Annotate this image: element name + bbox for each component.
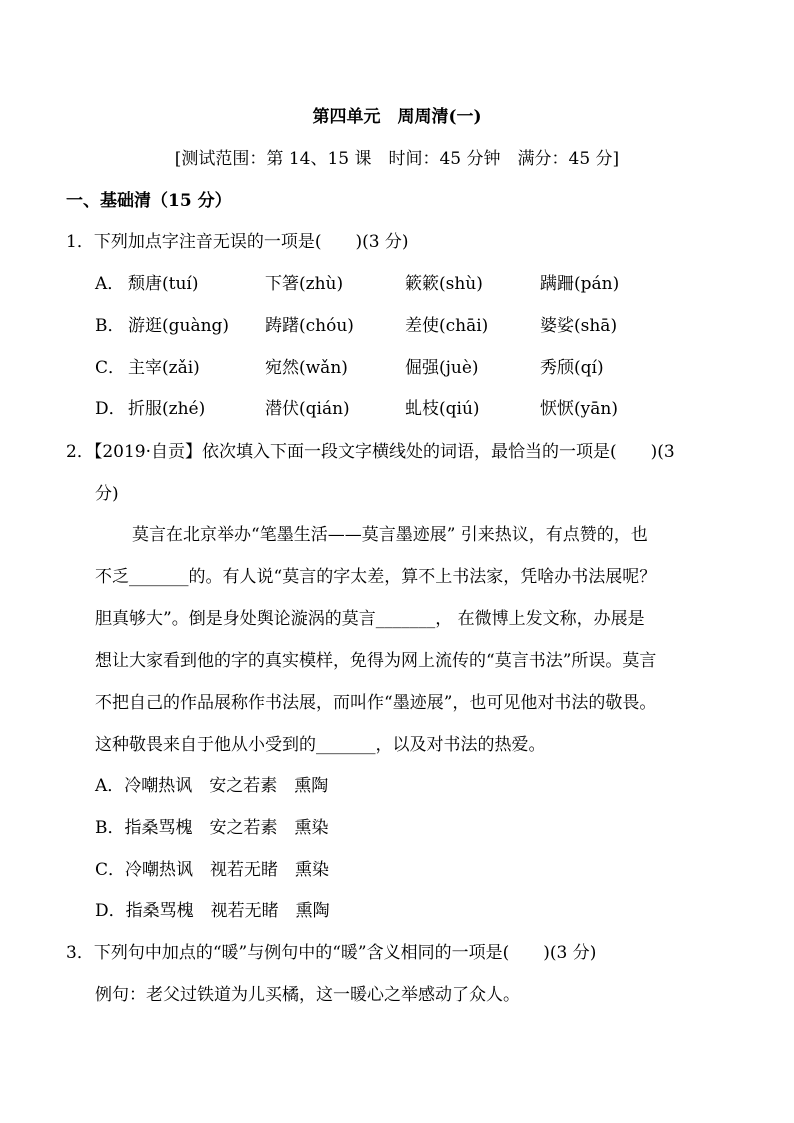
passage-line: 想让大家看到他的字的真实模样，免得为网上流传的“莫言书法”所误。莫言 xyxy=(95,651,657,671)
option-item: 虬枝(qiú) xyxy=(405,399,480,419)
option-label: A． xyxy=(95,274,125,294)
option-label: B． xyxy=(95,316,125,336)
option-item: 秀颀(qí) xyxy=(540,358,604,378)
option-item: 恹恹(yān) xyxy=(540,399,618,419)
option-item: 差使(chāi) xyxy=(405,316,489,336)
option-label: D． xyxy=(95,399,126,419)
passage-line: 不把自己的作品展称作书法展，而叫作“墨迹展”，也可见他对书法的敬畏。 xyxy=(95,693,657,713)
option-item: 倔强(juè) xyxy=(405,358,479,378)
option-label: C． xyxy=(95,358,126,378)
option-item: 簌簌(shù) xyxy=(405,274,483,294)
passage-line: 不乏_______的。有人说“莫言的字太差，算不上书法家，凭啥办书法展呢？ xyxy=(95,567,657,587)
question-2-stem-continued: 分) xyxy=(95,484,119,504)
question-2-option-a: A．冷嘲热讽 安之若素 熏陶 xyxy=(95,776,329,796)
question-3-example: 例句：老父过铁道为儿买橘，这一暖心之举感动了众人。 xyxy=(95,985,520,1005)
question-3-stem: 3．下列句中加点的“暖”与例句中的“暖”含义相同的一项是( )(3 分) xyxy=(66,943,597,963)
question-2-stem: 2．【2019·自贡】依次填入下面一段文字横线处的词语，最恰当的一项是( )(3 xyxy=(66,442,675,462)
option-item: 蹒跚(pán) xyxy=(540,274,620,294)
option-item: 游逛(guàng) xyxy=(128,316,230,336)
section-heading: 一、基础清（15 分） xyxy=(66,191,232,211)
option-item: 潜伏(qián) xyxy=(265,399,350,419)
option-item: 主宰(zǎi) xyxy=(128,358,200,378)
option-item: 颓唐(tuí) xyxy=(128,274,199,294)
passage-line: 这种敬畏来自于他从小受到的_______，以及对书法的热爱。 xyxy=(95,735,546,755)
page-title: 第四单元 周周清(一) xyxy=(312,107,482,127)
passage-line: 莫言在北京举办“笔墨生活——莫言墨迹展” 引来热议，有点赞的，也 xyxy=(132,525,648,545)
question-2-option-d: D．指桑骂槐 视若无睹 熏陶 xyxy=(95,901,330,921)
test-scope: [测试范围：第 14、15 课 时间：45 分钟 满分：45 分] xyxy=(174,149,620,169)
option-item: 婆娑(shā) xyxy=(540,316,618,336)
question-2-option-b: B．指桑骂槐 安之若素 熏染 xyxy=(95,818,329,838)
question-1-stem: 1．下列加点字注音无误的一项是( )(3 分) xyxy=(66,232,409,252)
passage-line: 胆真够大”。倒是身处舆论漩涡的莫言_______， 在微博上发文称，办展是 xyxy=(95,609,645,629)
option-item: 下箸(zhù) xyxy=(265,274,344,294)
option-item: 折服(zhé) xyxy=(128,399,206,419)
option-item: 踌躇(chóu) xyxy=(265,316,354,336)
question-2-option-c: C．冷嘲热讽 视若无睹 熏染 xyxy=(95,860,330,880)
option-item: 宛然(wǎn) xyxy=(265,358,348,378)
